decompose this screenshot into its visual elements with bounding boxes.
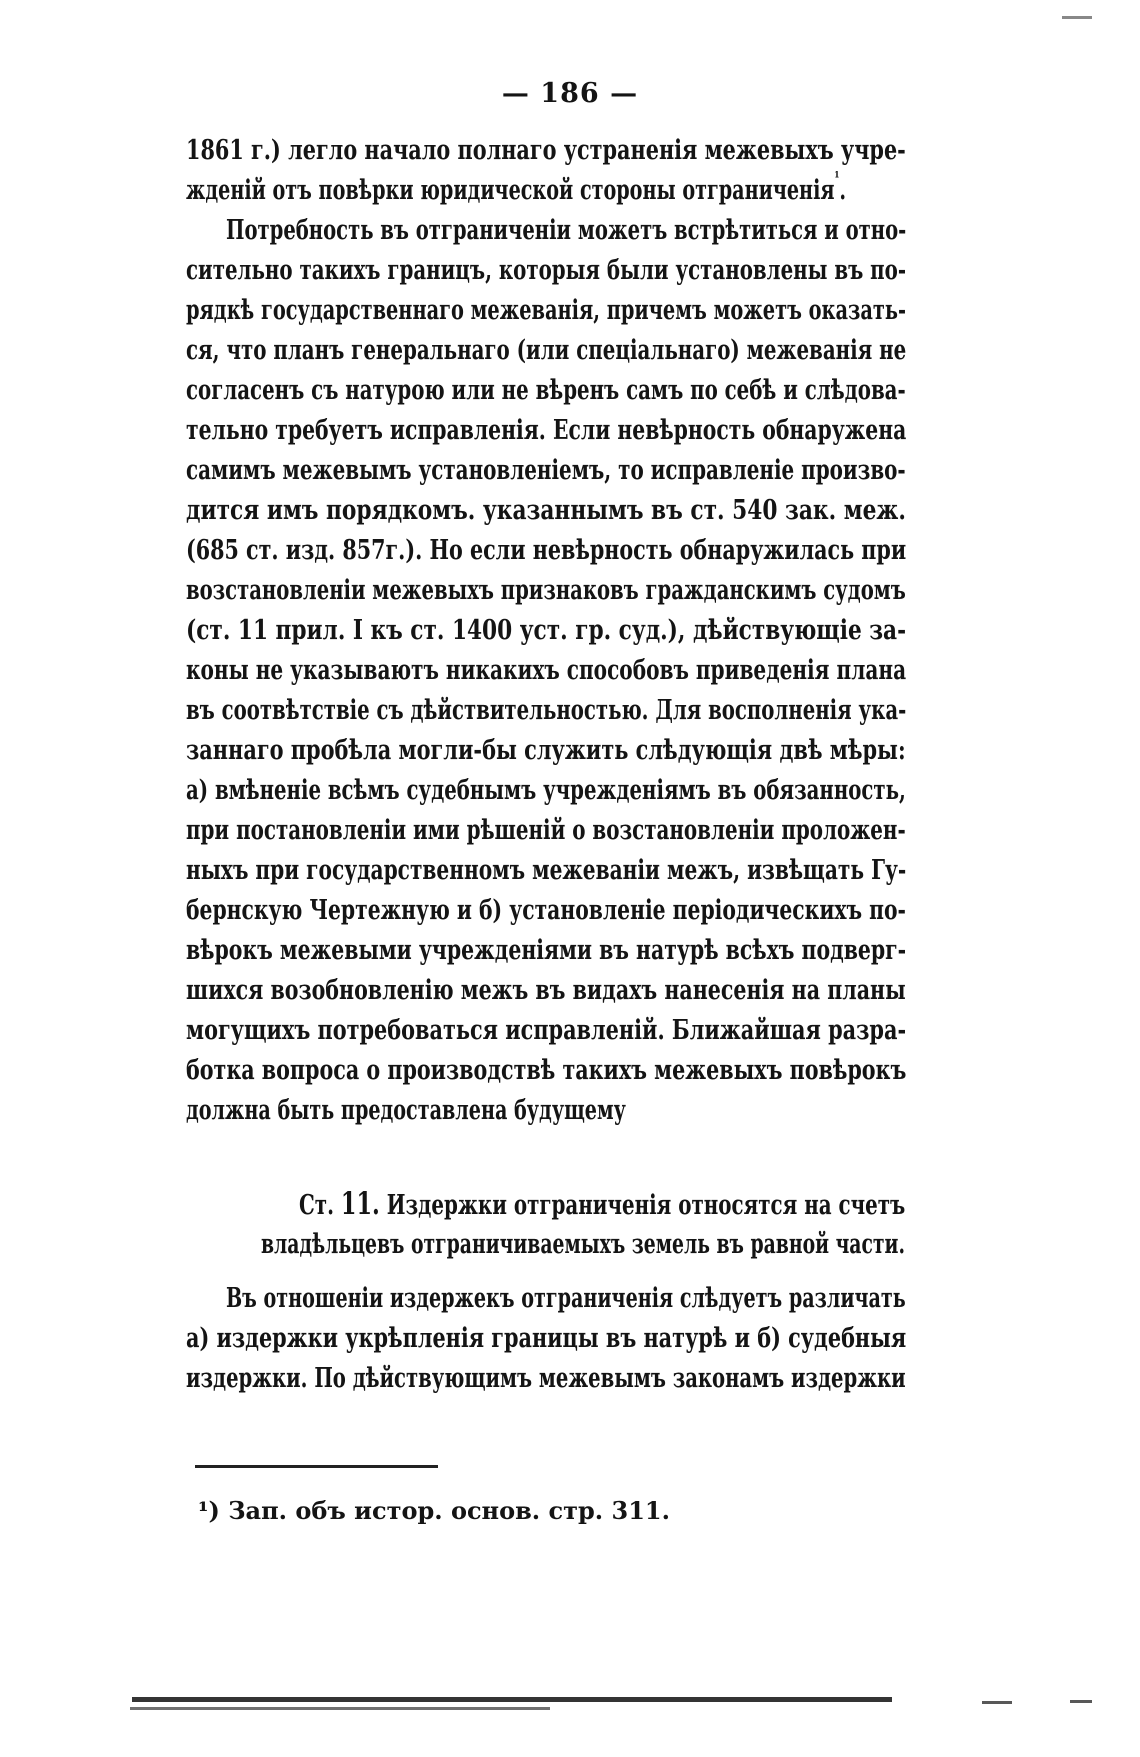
text-line: (ст. 11 прил. I къ ст. 1400 уст. гр. суд.), дѣйствующіе за- [186, 614, 907, 646]
scan-artifact [1070, 1700, 1092, 1703]
text-line: дится имъ порядкомъ. указаннымъ въ ст. 540 зак. меж. [186, 494, 906, 526]
text-line: коны не указываютъ никакихъ способовъ приведенія плана [186, 654, 907, 686]
scan-artifact [1062, 16, 1092, 19]
text-line: при постановленіи ими рѣшеній о возстановленіи проложен- [186, 814, 906, 846]
text-line: могущихъ потребоваться исправленій. Ближайшая разра- [186, 1014, 907, 1046]
page-number: — 186 — [501, 78, 639, 109]
text-line: владѣльцевъ отграничиваемыхъ земель въ равной части. [261, 1228, 906, 1260]
footnote-reference[interactable]: ¹ [834, 168, 840, 187]
text-line: тельно требуетъ исправленія. Если невѣрность обнаружена [186, 414, 907, 446]
scan-artifact [982, 1701, 1012, 1704]
text-line: сительно такихъ границъ, которыя были установлены въ по- [186, 254, 907, 286]
text-line: самимъ межевымъ установленіемъ, то исправленіе произво- [186, 454, 906, 486]
text-line: Потребность въ отграниченіи можетъ встрѣтиться и отно- [226, 214, 907, 246]
footnote [198, 1496, 670, 1525]
text-line: 1861 г.) легло начало полнаго устраненія межевыхъ учре- [186, 134, 906, 166]
text-line: рядкѣ государственнаго межеванія, причемъ можетъ оказать- [186, 294, 907, 326]
footnote-text: Зап. объ истор. основ. стр. 311. [228, 1496, 670, 1525]
text-line: (685 ст. изд. 857г.). Но если невѣрность обнаружилась при [186, 534, 907, 566]
text-line: шихся возобновленію межъ въ видахъ нанесенія на планы [186, 974, 906, 1006]
text-line: вѣрокъ межевыми учрежденіями въ натурѣ всѣхъ подверг- [186, 934, 907, 966]
text-line: ся, что планъ генеральнаго (или спеціальнаго) межеванія не [186, 334, 907, 366]
article-heading: Ст. 11. Издержки отграниченія относятся на счетъ [299, 1186, 906, 1222]
text-line: жденій отъ повѣрки юридической стороны отграниченія$^{^1}$. [186, 168, 847, 206]
text-line: въ соотвѣтствіе съ дѣйствительностью. Для восполненія ука- [186, 694, 907, 726]
article-number: 11. [340, 1186, 380, 1222]
text-line: бернскую Чертежную и б) установленіе періодическихъ по- [186, 894, 906, 926]
text-line: издержки. По дѣйствующимъ межевымъ законамъ издержки [186, 1362, 906, 1394]
text-line: ботка вопроса о производствѣ такихъ межевыхъ повѣрокъ [186, 1054, 907, 1086]
scan-artifact [130, 1707, 550, 1710]
scan-artifact [132, 1697, 892, 1702]
text-line: должна быть предоставлена будущему [186, 1094, 626, 1126]
text-line: ныхъ при государственномъ межеваніи межъ, извѣщать Гу- [186, 854, 907, 886]
footnote-marker: ¹) [198, 1496, 220, 1525]
text-line: Въ отношеніи издержекъ отграниченія слѣдуетъ различать [226, 1282, 906, 1314]
text-line: заннаго пробѣла могли-бы служить слѣдующія двѣ мѣры: [186, 734, 906, 766]
text-line: а) вмѣненіе всѣмъ судебнымъ учрежденіямъ въ обязанность, [186, 774, 906, 806]
text-line: а) издержки укрѣпленія границы въ натурѣ и б) судебныя [186, 1322, 907, 1354]
footnote-divider [195, 1465, 438, 1468]
article-label: Ст. [299, 1189, 335, 1221]
text-line: возстановленіи межевыхъ признаковъ гражданскимъ судомъ [186, 574, 906, 606]
text-line: согласенъ съ натурою или не вѣренъ самъ по себѣ и слѣдова- [186, 374, 906, 406]
